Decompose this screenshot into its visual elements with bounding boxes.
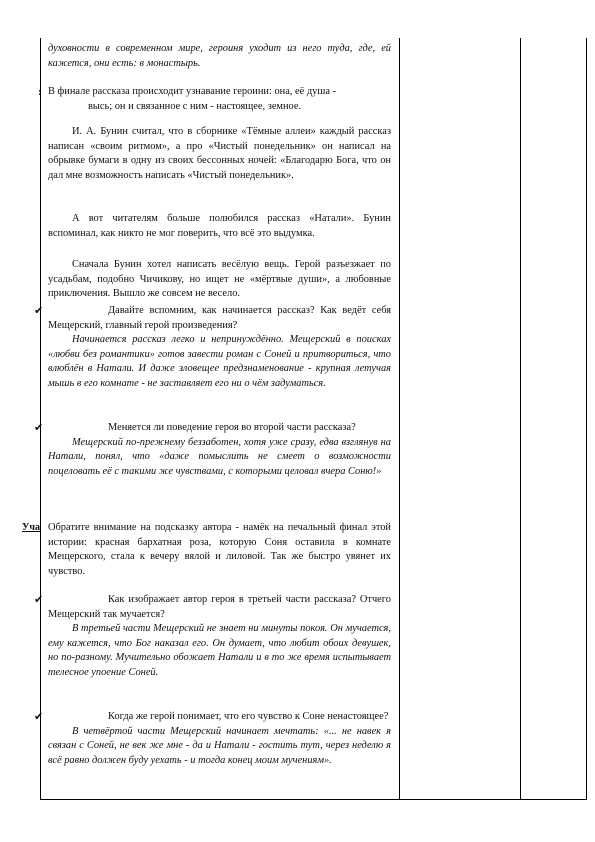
question-block (34, 593, 391, 681)
teacher-block (22, 521, 391, 579)
question-block (34, 421, 391, 479)
question-block (34, 304, 391, 392)
checkmark-icon: ✔ (34, 710, 44, 723)
paragraph-text: Сначала Бунин хотел написать весёлую вещь. Герой разъезжает по усадьбам, подобно Чичикову, но ищет не «мёртвые души», а любовные приключения. Вышло же совсем не весело. (48, 259, 391, 300)
paragraph (48, 42, 391, 71)
paragraph (48, 212, 391, 241)
paragraph-text: В финале рассказа происходит узнавание героини: она, её душа - (48, 86, 337, 97)
paragraph-text: И. А. Бунин считал, что в сборнике «Тёмные аллеи» каждый рассказ написан «своим ритмом», а про «Чистый понедельник» он написал на обрывке бумаги в одну из своих бессонных ночей: «Благодарю Бога, что он дал мне возможность написать «Чистый понедельник». (48, 126, 391, 181)
question-text: Как изображает автор героя в третьей части рассказа? Отчего Мещерский так мучается? (48, 594, 391, 620)
paragraph (48, 258, 391, 302)
colon-marker: : (38, 86, 42, 98)
paragraph-text: Обратите внимание на подсказку автора - намёк на печальный финал этой истории: красная бархатная роза, которую Соня оставила в комнате Мещерского, стала к вечеру вялой и лиловой. Так же быстро увянет их чувство. (48, 522, 391, 577)
answer-text: Начинается рассказ легко и непринуждённо. Мещерский в поисках «любви без романтики» готов завести роман с Соней и притвориться, что влюблён в Натали. И даже зловещее предзнаменование - крупная летучая мышь в его комнате - не заставляет его ни о чём задуматься. (48, 334, 391, 389)
paragraph-text: духовности в современном мире, героиня уходит из него туда, где, ей кажется, они есть: в монастырь. (48, 43, 391, 69)
paragraph-text: высь; он и связанное с ним - настоящее, земное. (88, 100, 302, 112)
question-text: Давайте вспомним, как начинается рассказ? Как ведёт себя Мещерский, главный герой произведения? (48, 305, 391, 331)
answer-text: В третьей части Мещерский не знает ни минуты покоя. Он мучается, ему кажется, что Бог наказал его. Он думает, что любит обоих девушек, но по-разному. Мучительно обожает Натали и в то же время испытывает телесное упоение Соней. (48, 623, 391, 678)
checkmark-icon: ✔ (34, 421, 44, 434)
teacher-label: Уча (22, 522, 40, 533)
paragraph-text: А вот читателям больше полюбился рассказ «Натали». Бунин вспоминал, как никто не мог поверить, что всё это выдумка. (48, 213, 391, 239)
question-text: Когда же герой понимает, что его чувство к Соне ненастоящее? (108, 711, 389, 722)
answer-text: Мещерский по-прежнему беззаботен, хотя уже сразу, едва взглянув на Натали, понял, что «даже помыслить не смеет о возможности поцеловать её с такими же чувствами, с которыми целовал вчера Соню!» (48, 436, 391, 477)
paragraph (48, 125, 391, 183)
checkmark-icon: ✔ (34, 593, 44, 606)
checkmark-icon: ✔ (34, 304, 44, 317)
question-text: Меняется ли поведение героя во второй части рассказа? (108, 422, 356, 433)
question-block (34, 710, 391, 768)
column-divider (399, 38, 400, 800)
column-divider (520, 38, 521, 800)
answer-text: В четвёртой части Мещерский начинает мечтать: «... не навек я связан с Соней, не век же мне - да и Натали - гостить тут, через неделю я всё равно должен буду уехать - и тогда конец моим мучениям». (48, 725, 391, 766)
paragraph (38, 85, 391, 114)
